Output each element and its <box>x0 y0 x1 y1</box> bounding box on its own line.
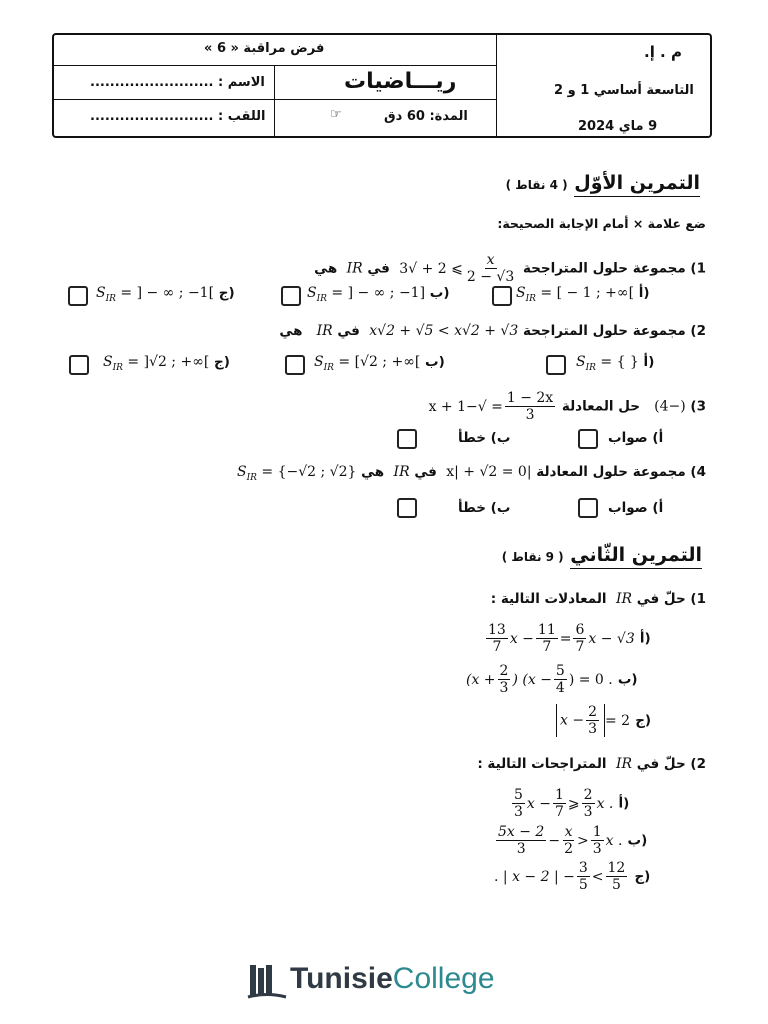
header-table <box>52 33 712 138</box>
ex2-points: ( 9 نقاط ) <box>501 550 564 564</box>
q2-option-b: $S_{IR} = [√2$ ; +∞[ ب) <box>314 354 445 373</box>
ex1-q2: 2) مجموعة حلول المتراجحة x√2 + √5 < x√2 + √3 في IR هي <box>279 323 706 339</box>
exam-title: فرض مراقبة « 6 » <box>204 41 325 56</box>
ex2-heading <box>502 544 702 566</box>
q1-option-c: $S_{IR}$ = ] − ∞ ; −1[ ج) <box>96 285 235 304</box>
book-icon <box>247 962 287 1004</box>
ex1-points: ( 4 نقاط ) <box>505 178 568 192</box>
ex2-p1-eq-c: x − $\frac{2}{3}$ = 2 ج) <box>556 704 651 737</box>
surname-field: اللقب : ......................... <box>90 109 266 124</box>
ex1-q3: 3) (−4) حل المعادلة $\frac{1 - 2x}{3}$ = √−x + 1 <box>428 390 706 423</box>
q2-option-c: $S_{IR} = ]√2$ ; +∞[ ج) <box>103 354 230 373</box>
subject-title: ريـــاضيات <box>344 69 457 94</box>
ex2-p1-eq-a: $\frac{13}{7}$ x − $\frac{11}{7}$ = $\frac{6}{7}$ x − √3 أ) <box>488 622 651 655</box>
ex1-heading <box>506 172 700 194</box>
header-divider <box>274 65 275 136</box>
q1-option-a-checkbox[interactable] <box>492 286 512 306</box>
ex2-p2-ineq-b: $\frac{5x - 2}{3}$ − $\frac{x}{2}$ > $\frac{1}{3}$ x . ب) <box>498 824 648 857</box>
brand-logo <box>290 962 495 996</box>
q1-number: 1) <box>690 260 706 277</box>
ex1-q1: 1) مجموعة حلول المتراجحة $\frac{x}{2 - √3}$ ⩾ 2 + √3 في IR هي <box>314 252 706 285</box>
q4-option-false: ب) خطأ <box>458 500 511 516</box>
header-divider <box>496 35 497 136</box>
q1-option-b-checkbox[interactable] <box>281 286 301 306</box>
ex2-p2-ineq-a: $\frac{5}{3}$ x − $\frac{1}{7}$ ⩾ $\frac{2}{3}$ x . أ) <box>514 787 630 820</box>
ex1-instruction: ضع علامة × أمام الإجابة الصحيحة: <box>497 216 706 231</box>
ex2-p2-ineq-c: . | x − 2 | − $\frac{3}{5}$ < $\frac{12}{5}$ ج) <box>494 860 651 893</box>
ex2-part2: 2) حلّ في IR المتراجحات التالية : <box>477 756 706 772</box>
ex2-p1-eq-b: (x + $\frac{2}{3}$ ) (x − $\frac{5}{4}$ ) = 0 . ب) <box>466 663 638 696</box>
name-field: الاسم : ......................... <box>90 75 265 90</box>
exam-date: 9 ماي 2024 <box>578 119 658 134</box>
header-divider <box>54 65 496 66</box>
q2-option-c-checkbox[interactable] <box>69 355 89 375</box>
brand-name-part1: Tunisie <box>290 962 393 995</box>
ex2-title: التمرين الثّاني <box>570 544 702 569</box>
ex1-title: التمرين الأوّل <box>574 172 700 197</box>
grade: التاسعة أساسي 1 و 2 <box>554 83 694 98</box>
q3-false-checkbox[interactable] <box>397 429 417 449</box>
q1-option-a: $S_{IR}$ = [ − 1 ; +∞[ أ) <box>516 285 650 304</box>
pointing-hand-icon: ☞ <box>330 107 342 122</box>
q2-inequality: x√2 + √5 < x√2 + √3 <box>369 323 519 339</box>
ex1-q4: 4) مجموعة حلول المعادلة |x| + √2 = 0 في IR هي $S_{IR} = \{-√2$ ; √2} <box>237 464 706 483</box>
q1-option-b: $S_{IR}$ = ] − ∞ ; −1] ب) <box>307 285 450 304</box>
duration: المدة: 60 دق <box>384 109 468 124</box>
q1-text: مجموعة حلول المتراجحة <box>522 260 686 277</box>
q1-option-c-checkbox[interactable] <box>68 286 88 306</box>
ex2-part1: 1) حلّ في IR المعادلات التالية : <box>490 591 706 607</box>
q3-option-false: ب) خطأ <box>458 430 511 446</box>
q3-option-true: أ) صواب <box>608 430 664 446</box>
q1-inequality: $\frac{x}{2 - √3}$ ⩾ 2 + √3 <box>399 252 515 285</box>
q3-equation: $\frac{1 - 2x}{3}$ = √−x + 1 <box>428 390 554 423</box>
q4-option-true: أ) صواب <box>608 500 664 516</box>
q4-equation: |x| + √2 = 0 <box>446 464 532 480</box>
header-divider <box>54 99 496 100</box>
q4-true-checkbox[interactable] <box>578 498 598 518</box>
q2-option-a: $S_{IR}$ = { } أ) <box>576 354 655 373</box>
q3-true-checkbox[interactable] <box>578 429 598 449</box>
q2-option-b-checkbox[interactable] <box>285 355 305 375</box>
brand-name-part2: College <box>392 962 495 995</box>
q2-option-a-checkbox[interactable] <box>546 355 566 375</box>
school-name: م . إ. <box>644 43 682 61</box>
q4-false-checkbox[interactable] <box>397 498 417 518</box>
